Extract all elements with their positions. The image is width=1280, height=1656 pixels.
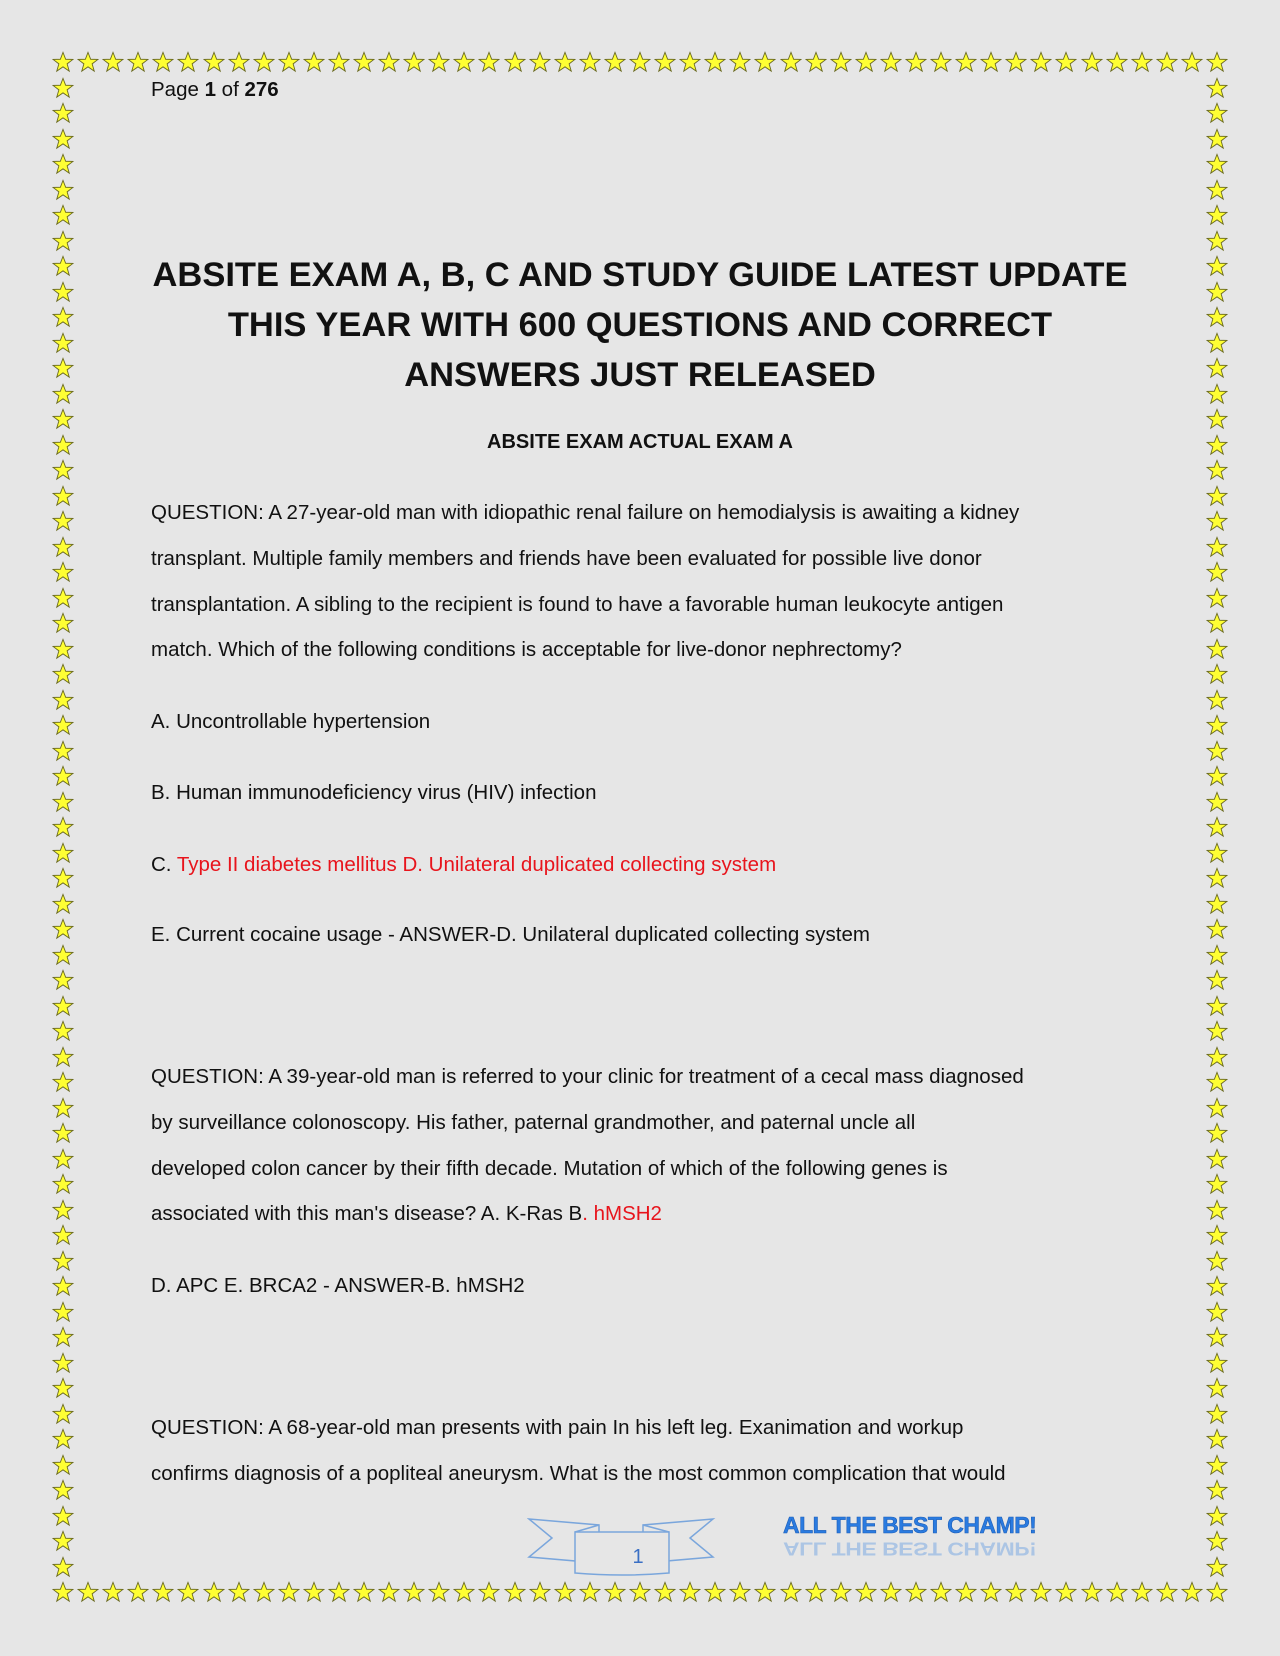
star-icon — [52, 867, 74, 889]
star-icon — [805, 51, 827, 73]
star-icon — [1055, 51, 1077, 73]
star-icon — [428, 1581, 450, 1603]
star-icon — [1206, 204, 1228, 226]
star-icon — [679, 1581, 701, 1603]
star-icon — [52, 791, 74, 813]
star-icon — [52, 1097, 74, 1119]
q1-option-c: C. Type II diabetes mellitus D. Unilateral duplicated collecting system — [151, 853, 777, 876]
star-icon — [1206, 230, 1228, 252]
star-icon — [102, 1581, 124, 1603]
star-icon — [328, 51, 350, 73]
star-icon — [980, 51, 1002, 73]
star-icon — [1206, 995, 1228, 1017]
star-icon — [52, 995, 74, 1017]
star-icon — [1206, 1071, 1228, 1093]
star-icon — [1181, 1581, 1203, 1603]
star-icon — [1206, 1301, 1228, 1323]
star-icon — [1206, 1020, 1228, 1042]
star-icon — [52, 689, 74, 711]
q1-option-a: A. Uncontrollable hypertension — [151, 710, 431, 733]
star-icon — [52, 1122, 74, 1144]
star-icon — [855, 51, 877, 73]
star-icon — [52, 1071, 74, 1093]
footer-slogan: ALL THE BEST CHAMP! — [783, 1512, 1037, 1538]
star-icon — [52, 1505, 74, 1527]
star-icon — [52, 179, 74, 201]
footer-slogan-reflection: ALL THE BEST CHAMP! — [783, 1538, 1037, 1560]
star-icon — [177, 1581, 199, 1603]
title-line-1: ABSITE EXAM A, B, C AND STUDY GUIDE LATEST UPDATE — [152, 256, 1128, 294]
star-icon — [855, 1581, 877, 1603]
q2-line: developed colon cancer by their fifth decade. Mutation of which of the following genes is — [151, 1157, 948, 1180]
star-icon — [52, 969, 74, 991]
highlighted-answer: Type II diabetes mellitus D. Unilateral duplicated collecting system — [176, 853, 777, 876]
star-icon — [830, 1581, 852, 1603]
star-icon — [52, 1428, 74, 1450]
star-icon — [905, 51, 927, 73]
subtitle: ABSITE EXAM ACTUAL EXAM A — [487, 431, 793, 453]
q1-line: transplant. Multiple family members and friends have been evaluated for possible live donor — [151, 547, 982, 570]
star-icon — [453, 51, 475, 73]
star-icon — [980, 1581, 1002, 1603]
star-icon — [77, 1581, 99, 1603]
star-icon — [554, 51, 576, 73]
star-icon — [1206, 153, 1228, 175]
star-icon — [1206, 1377, 1228, 1399]
star-icon — [880, 51, 902, 73]
star-icon — [1081, 1581, 1103, 1603]
star-icon — [1206, 1326, 1228, 1348]
star-icon — [1206, 1250, 1228, 1272]
star-icon — [52, 408, 74, 430]
star-icon — [52, 128, 74, 150]
star-icon — [303, 51, 325, 73]
star-icon — [1156, 1581, 1178, 1603]
star-icon — [52, 102, 74, 124]
star-icon — [52, 561, 74, 583]
star-icon — [1206, 1454, 1228, 1476]
q2-line: by surveillance colonoscopy. His father, paternal grandmother, and paternal uncle all — [151, 1111, 916, 1134]
star-icon — [1206, 459, 1228, 481]
star-icon — [579, 1581, 601, 1603]
star-icon — [52, 1377, 74, 1399]
q3-line: QUESTION: A 68-year-old man presents with pain In his left leg. Exanimation and workup — [151, 1416, 964, 1439]
q1-line: transplantation. A sibling to the recipient is found to have a favorable human leukocyte antigen — [151, 593, 1004, 616]
star-icon — [754, 51, 776, 73]
star-icon — [52, 1020, 74, 1042]
star-icon — [704, 51, 726, 73]
star-icon — [1206, 1530, 1228, 1552]
star-icon — [1081, 51, 1103, 73]
star-icon — [504, 1581, 526, 1603]
star-icon — [1206, 791, 1228, 813]
star-icon — [754, 1581, 776, 1603]
star-icon — [52, 1199, 74, 1221]
star-icon — [52, 638, 74, 660]
star-icon — [1206, 842, 1228, 864]
star-icon — [955, 1581, 977, 1603]
star-icon — [1206, 1199, 1228, 1221]
star-icon — [1005, 51, 1027, 73]
star-icon — [52, 536, 74, 558]
star-icon — [203, 1581, 225, 1603]
star-icon — [52, 714, 74, 736]
star-icon — [930, 51, 952, 73]
q1-option-b: B. Human immunodeficiency virus (HIV) infection — [151, 781, 597, 804]
star-icon — [579, 51, 601, 73]
star-icon — [780, 1581, 802, 1603]
star-icon — [1106, 1581, 1128, 1603]
star-icon — [805, 1581, 827, 1603]
star-icon — [303, 1581, 325, 1603]
star-icon — [127, 1581, 149, 1603]
star-icon — [1206, 612, 1228, 634]
star-icon — [1206, 1122, 1228, 1144]
star-icon — [1206, 128, 1228, 150]
star-icon — [930, 1581, 952, 1603]
star-icon — [403, 1581, 425, 1603]
star-icon — [52, 77, 74, 99]
star-icon — [52, 663, 74, 685]
star-icon — [52, 51, 74, 73]
star-icon — [52, 1148, 74, 1170]
star-icon — [1206, 1173, 1228, 1195]
star-icon — [52, 893, 74, 915]
star-icon — [554, 1581, 576, 1603]
star-icon — [52, 1479, 74, 1501]
star-icon — [1206, 1428, 1228, 1450]
star-icon — [1206, 893, 1228, 915]
star-icon — [77, 51, 99, 73]
star-icon — [1206, 1505, 1228, 1527]
star-icon — [52, 1046, 74, 1068]
q1-line: QUESTION: A 27-year-old man with idiopathic renal failure on hemodialysis is awaiting a kidney — [151, 501, 1020, 524]
star-icon — [729, 51, 751, 73]
page-number: 1 — [632, 1546, 644, 1568]
highlighted-answer: . hMSH2 — [582, 1202, 662, 1225]
star-icon — [353, 51, 375, 73]
star-icon — [52, 587, 74, 609]
star-icon — [604, 1581, 626, 1603]
star-icon — [1206, 1403, 1228, 1425]
star-icon — [629, 51, 651, 73]
star-icon — [1206, 1224, 1228, 1246]
star-icon — [52, 842, 74, 864]
star-icon — [52, 944, 74, 966]
star-icon — [203, 51, 225, 73]
star-icon — [52, 816, 74, 838]
star-icon — [1005, 1581, 1027, 1603]
star-icon — [905, 1581, 927, 1603]
star-icon — [52, 1173, 74, 1195]
star-icon — [704, 1581, 726, 1603]
star-icon — [1206, 561, 1228, 583]
star-icon — [1206, 944, 1228, 966]
star-icon — [1181, 51, 1203, 73]
star-icon — [52, 1556, 74, 1578]
star-icon — [127, 51, 149, 73]
star-icon — [52, 1352, 74, 1374]
star-icon — [478, 51, 500, 73]
star-icon — [478, 1581, 500, 1603]
q3-line: confirms diagnosis of a popliteal aneurysm. What is the most common complication that would — [151, 1462, 1006, 1485]
page-ribbon-icon — [527, 1516, 717, 1580]
star-icon — [830, 51, 852, 73]
star-icon — [1206, 1275, 1228, 1297]
star-icon — [1206, 740, 1228, 762]
star-icon — [253, 51, 275, 73]
star-icon — [253, 1581, 275, 1603]
star-icon — [1055, 1581, 1077, 1603]
star-icon — [1206, 918, 1228, 940]
star-icon — [1206, 536, 1228, 558]
star-icon — [955, 51, 977, 73]
star-icon — [1206, 816, 1228, 838]
star-icon — [52, 1581, 74, 1603]
star-icon — [504, 51, 526, 73]
title-line-3: ANSWERS JUST RELEASED — [404, 356, 876, 394]
star-icon — [1206, 1352, 1228, 1374]
star-icon — [403, 51, 425, 73]
star-icon — [1206, 638, 1228, 660]
star-icon — [1206, 1556, 1228, 1578]
title-line-2: THIS YEAR WITH 600 QUESTIONS AND CORRECT — [227, 306, 1053, 344]
star-icon — [378, 51, 400, 73]
star-icon — [1206, 587, 1228, 609]
star-icon — [328, 1581, 350, 1603]
star-icon — [529, 1581, 551, 1603]
star-icon — [1206, 969, 1228, 991]
star-icon — [654, 1581, 676, 1603]
star-icon — [52, 1454, 74, 1476]
star-icon — [629, 1581, 651, 1603]
star-icon — [152, 51, 174, 73]
star-icon — [1131, 51, 1153, 73]
star-icon — [880, 1581, 902, 1603]
star-icon — [52, 1224, 74, 1246]
star-icon — [1206, 510, 1228, 532]
star-icon — [52, 153, 74, 175]
star-icon — [1206, 689, 1228, 711]
q2-line: associated with this man's disease? A. K-Ras B. hMSH2 — [151, 1202, 662, 1225]
q2-line: QUESTION: A 39-year-old man is referred to your clinic for treatment of a cecal mass diagnosed — [151, 1065, 1024, 1088]
star-icon — [378, 1581, 400, 1603]
star-icon — [1206, 1148, 1228, 1170]
star-icon — [1030, 1581, 1052, 1603]
star-icon — [1206, 1046, 1228, 1068]
star-icon — [52, 510, 74, 532]
q1-line: match. Which of the following conditions is acceptable for live-donor nephrectomy? — [151, 638, 902, 661]
q2-answer: D. APC E. BRCA2 - ANSWER-B. hMSH2 — [151, 1274, 525, 1297]
star-icon — [52, 740, 74, 762]
star-icon — [1106, 51, 1128, 73]
star-icon — [1206, 77, 1228, 99]
star-icon — [102, 51, 124, 73]
star-icon — [1131, 1581, 1153, 1603]
star-icon — [729, 1581, 751, 1603]
star-icon — [679, 51, 701, 73]
star-icon — [278, 1581, 300, 1603]
star-icon — [453, 1581, 475, 1603]
star-icon — [52, 918, 74, 940]
star-icon — [52, 1275, 74, 1297]
star-icon — [52, 1326, 74, 1348]
q1-option-e-answer: E. Current cocaine usage - ANSWER-D. Unilateral duplicated collecting system — [151, 923, 870, 946]
star-icon — [529, 51, 551, 73]
page-indicator: Page 1 of 276 — [151, 78, 279, 101]
star-icon — [604, 51, 626, 73]
star-icon — [1206, 408, 1228, 430]
star-icon — [52, 1301, 74, 1323]
star-icon — [353, 1581, 375, 1603]
star-icon — [1206, 51, 1228, 73]
star-icon — [177, 51, 199, 73]
star-icon — [52, 485, 74, 507]
star-icon — [278, 51, 300, 73]
star-icon — [654, 51, 676, 73]
star-icon — [1206, 867, 1228, 889]
star-icon — [52, 459, 74, 481]
star-icon — [1206, 102, 1228, 124]
star-icon — [1206, 485, 1228, 507]
star-icon — [228, 1581, 250, 1603]
star-icon — [52, 612, 74, 634]
star-icon — [780, 51, 802, 73]
star-icon — [428, 51, 450, 73]
star-icon — [52, 1530, 74, 1552]
star-icon — [52, 204, 74, 226]
star-icon — [52, 765, 74, 787]
star-icon — [1206, 179, 1228, 201]
star-icon — [1206, 1581, 1228, 1603]
star-icon — [1206, 1097, 1228, 1119]
star-icon — [1206, 1479, 1228, 1501]
star-icon — [1206, 714, 1228, 736]
star-icon — [52, 230, 74, 252]
star-icon — [1030, 51, 1052, 73]
star-icon — [1206, 663, 1228, 685]
star-icon — [1156, 51, 1178, 73]
star-icon — [52, 1250, 74, 1272]
star-icon — [228, 51, 250, 73]
star-icon — [52, 1403, 74, 1425]
star-icon — [152, 1581, 174, 1603]
star-icon — [1206, 765, 1228, 787]
